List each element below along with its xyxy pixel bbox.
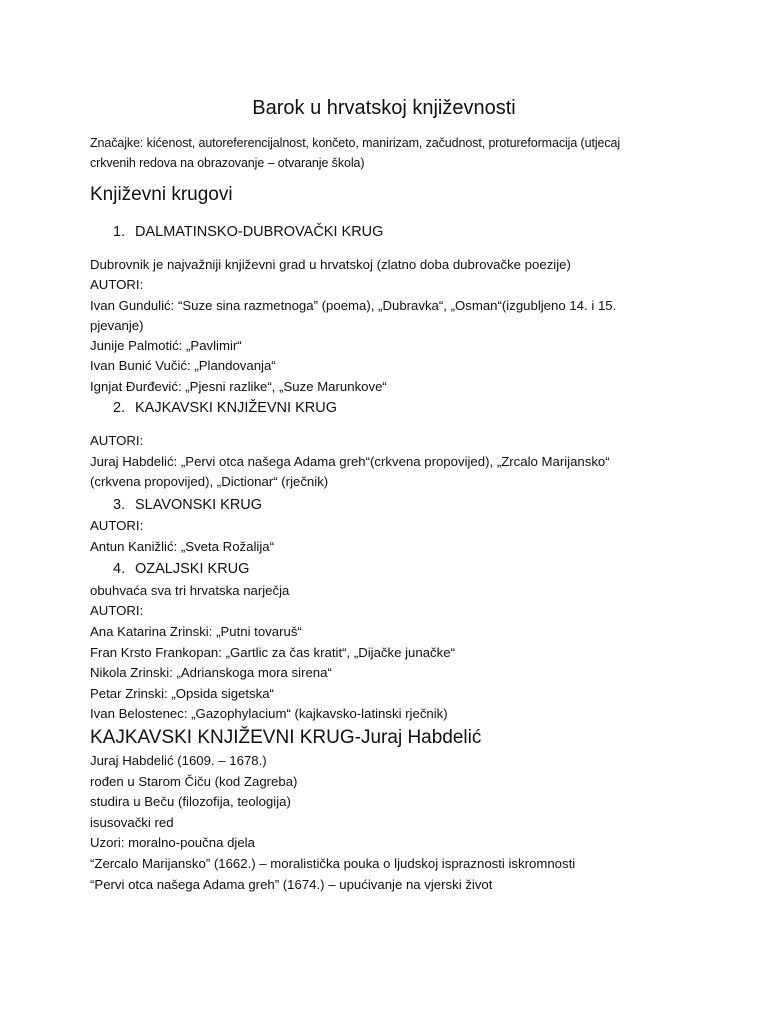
circle-heading-4 bbox=[113, 559, 249, 579]
features-paragraph: Značajke: kićenost, autoreferencijalnost, končeto, manirizam, začudnost, protureformacija (utjecaj crkvenih redova na obrazovanje – otvaranje škola) bbox=[90, 136, 621, 170]
habdelic-line: rođen u Starom Čiču (kod Zagreba) bbox=[90, 774, 298, 789]
habdelic-line: “Zercalo Marijansko” (1662.) – moralistička pouka o ljudskoj ispraznosti iskromnosti bbox=[90, 856, 576, 871]
slavonski-autori: AUTORI: bbox=[90, 518, 144, 533]
ozaljski-line: Nikola Zrinski: „Adrianskoga mora sirena“ bbox=[90, 665, 332, 680]
kajkavski-autori: AUTORI: bbox=[90, 433, 144, 448]
circle-heading-3 bbox=[113, 495, 262, 515]
ozaljski-intro: obuhvaća sva tri hrvatska narječja bbox=[90, 583, 290, 598]
page-title: Barok u hrvatskoj književnosti bbox=[252, 97, 516, 119]
habdelic-line: Juraj Habdelić (1609. – 1678.) bbox=[90, 753, 267, 768]
ozaljski-autori: AUTORI: bbox=[90, 603, 144, 618]
slavonski-line: Antun Kanižlić: „Sveta Rožalija“ bbox=[90, 539, 274, 554]
dalmatinski-line: pjevanje) bbox=[90, 318, 144, 333]
circle-number: 3. bbox=[113, 497, 126, 513]
circle-label: DALMATINSKO-DUBROVAČKI KRUG bbox=[135, 224, 384, 240]
dalmatinski-line: Ignjat Đurđević: „Pjesni razlike“, „Suze Marunkove“ bbox=[90, 379, 387, 394]
dalmatinski-autori: AUTORI: bbox=[90, 277, 144, 292]
ozaljski-line: Ivan Belostenec: „Gazophylacium“ (kajkavsko-latinski rječnik) bbox=[90, 706, 448, 721]
dalmatinski-intro: Dubrovnik je najvažniji književni grad u hrvatskoj (zlatno doba dubrovačke poezije) bbox=[90, 257, 571, 272]
circle-number: 1. bbox=[113, 224, 126, 240]
habdelic-line: Uzori: moralno-poučna djela bbox=[90, 835, 255, 850]
habdelic-line: studira u Beču (filozofija, teologija) bbox=[90, 794, 291, 809]
kajkavski-line: (crkvena propovijed), „Dictionar“ (rječnik) bbox=[90, 474, 329, 489]
circle-number: 2. bbox=[113, 400, 126, 416]
dalmatinski-line: Ivan Gundulić: “Suze sina razmetnoga” (poema), „Dubravka“, „Osman“(izgubljeno 14. i 15. bbox=[90, 298, 617, 313]
section-heading-literary-circles: Književni krugovi bbox=[90, 184, 233, 205]
habdelic-line: “Pervi otca našega Adama greh” (1674.) – upućivanje na vjerski život bbox=[90, 877, 493, 892]
ozaljski-line: Ana Katarina Zrinski: „Putni tovaruš“ bbox=[90, 624, 302, 639]
circle-heading-2 bbox=[113, 398, 337, 418]
circle-label: OZALJSKI KRUG bbox=[135, 561, 250, 577]
circle-heading-1 bbox=[113, 222, 383, 242]
dalmatinski-line: Junije Palmotić: „Pavlimir“ bbox=[90, 338, 242, 353]
circle-number: 4. bbox=[113, 561, 126, 577]
circle-label: KAJKAVSKI KNJIŽEVNI KRUG bbox=[135, 400, 337, 416]
ozaljski-line: Fran Krsto Frankopan: „Gartlic za čas kratit“, „Dijačke junačke“ bbox=[90, 645, 455, 660]
circle-label: SLAVONSKI KRUG bbox=[135, 497, 263, 513]
habdelic-line: isusovački red bbox=[90, 815, 174, 830]
kajkavski-line: Juraj Habdelić: „Pervi otca našega Adama greh“(crkvena propovijed), „Zrcalo Marijansko“ bbox=[90, 454, 610, 469]
dalmatinski-line: Ivan Bunić Vučić: „Plandovanja“ bbox=[90, 358, 276, 373]
habdelic-heading: KAJKAVSKI KNJIŽEVNI KRUG-Juraj Habdelić bbox=[90, 727, 482, 748]
ozaljski-line: Petar Zrinski: „Opsida sigetska“ bbox=[90, 686, 274, 701]
